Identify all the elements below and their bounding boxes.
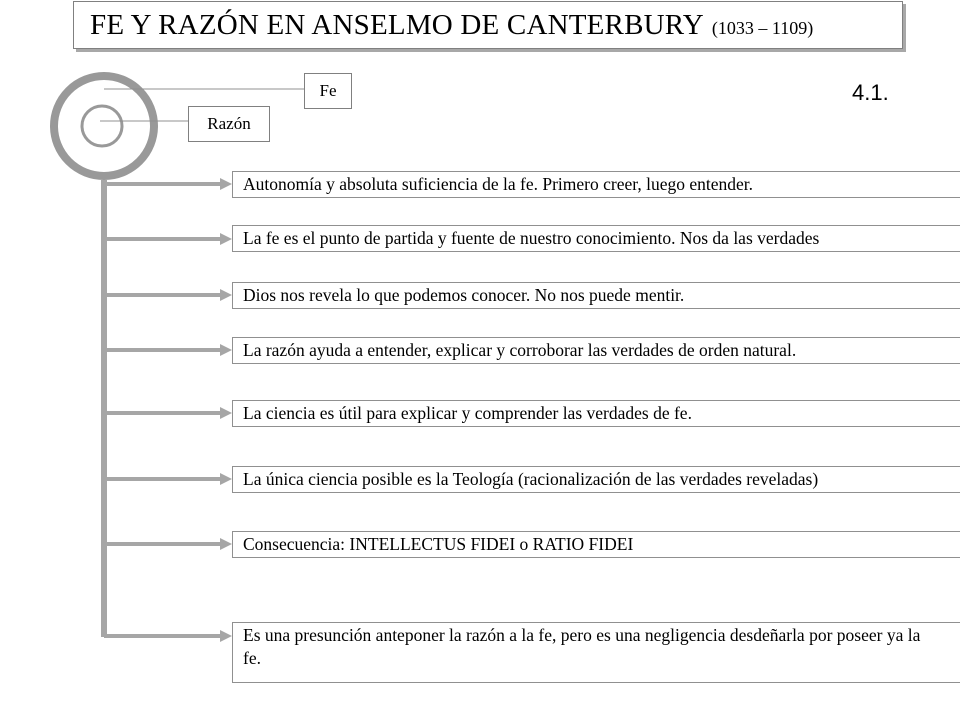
branch-6 (104, 473, 232, 485)
title-years: (1033 – 1109) (711, 17, 814, 38)
outer-circle (54, 76, 154, 176)
item-punto-partida: La fe es el punto de partida y fuente de nuestro conocimiento. Nos da las verdades (232, 225, 960, 252)
section-number: 4.1. (852, 80, 889, 105)
label-razon: Razón (188, 106, 270, 142)
item-razon-ayuda: La razón ayuda a entender, explicar y corroborar las verdades de orden natural. (232, 337, 960, 364)
branch-7 (104, 538, 232, 550)
inner-circle (82, 106, 122, 146)
item-consecuencia: Consecuencia: INTELLECTUS FIDEI o RATIO FIDEI (232, 531, 960, 558)
branch-3 (104, 289, 232, 301)
item-autonomia: Autonomía y absoluta suficiencia de la fe. Primero creer, luego entender. (232, 171, 960, 198)
item-presuncion: Es una presunción anteponer la razón a la fe, pero es una negligencia desdeñarla por poseer ya la fe. (232, 622, 960, 683)
page-title: FE Y RAZÓN EN ANSELMO DE CANTERBURY (90, 8, 704, 41)
branch-4 (104, 344, 232, 356)
item-dios-revela: Dios nos revela lo que podemos conocer. No nos puede mentir. (232, 282, 960, 309)
branch-1 (104, 178, 232, 190)
branch-8 (104, 630, 232, 642)
item-ciencia-util: La ciencia es útil para explicar y comprender las verdades de fe. (232, 400, 960, 427)
label-fe: Fe (304, 73, 352, 109)
branch-5 (104, 407, 232, 419)
branch-2 (104, 233, 232, 245)
item-unica-ciencia: La única ciencia posible es la Teología (racionalización de las verdades reveladas) (232, 466, 960, 493)
